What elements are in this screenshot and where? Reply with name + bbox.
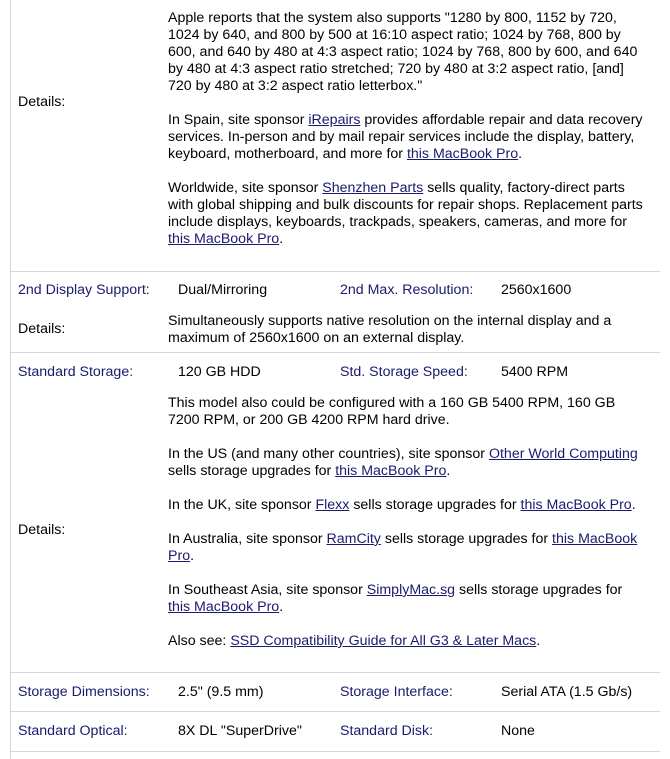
table-left-border	[10, 0, 11, 759]
storage-speed-value: 5400 RPM	[501, 364, 569, 380]
standard-storage-value: 120 GB HDD	[178, 364, 261, 380]
macbook-pro-link[interactable]: this MacBook Pro	[335, 463, 447, 479]
details-label: Details:	[18, 94, 66, 110]
second-max-resolution-value: 2560x1600	[501, 282, 572, 298]
details-paragraph: Apple reports that the system also supports "1280 by 800, 1152 by 720, 1024 by 640, and 800 by 500 at 16:10 aspect ratio; 1024 by 768, 800 by 600, and 640 by 480 at 4:3 aspect ratio; 1024 by 768, 800 by 600, and 640 by 480 at 4:3 aspect ratio stretched; 720 by 480 at 3:2 aspect ratio, [and] 720 by 480 at 3:2 aspect ratio letterbox."	[168, 10, 638, 94]
details-paragraph: In Southeast Asia, site sponsor SimplyMac.sg sells storage upgrades for this MacBook Pro.	[168, 582, 623, 615]
details-paragraph: This model also could be configured with a 160 GB 5400 RPM, 160 GB 7200 RPM, or 200 GB 4200 RPM hard drive.	[168, 395, 616, 428]
storage-dimensions-label: Storage Dimensions:	[18, 684, 150, 700]
second-display-support-label: 2nd Display Support:	[18, 282, 150, 298]
row-separator	[10, 672, 660, 673]
macbook-pro-link[interactable]: this MacBook Pro	[168, 531, 638, 564]
display-details-text	[168, 10, 646, 248]
details-paragraph: Also see: SSD Compatibility Guide for All G3 & Later Macs.	[168, 633, 541, 649]
details-paragraph: Simultaneously supports native resolution on the internal display and a maximum of 2560x1600 on an external display.	[168, 313, 612, 346]
standard-storage-label: Standard Storage:	[18, 364, 134, 380]
details-label: Details:	[18, 522, 66, 538]
storage-speed-label: Std. Storage Speed:	[340, 364, 468, 380]
details-paragraph: In the UK, site sponsor Flexx sells storage upgrades for this MacBook Pro.	[168, 497, 636, 513]
details-paragraph: Worldwide, site sponsor Shenzhen Parts sells quality, factory-direct parts with global shipping and bulk discounts for repair shops. Replacement parts include displays, keyboards, trackpads, speakers, cameras, and more for this MacBook Pro.	[168, 180, 643, 247]
flexx-link[interactable]: Flexx	[315, 497, 350, 513]
second-display-support-value: Dual/Mirroring	[178, 282, 268, 298]
storage-interface-label: Storage Interface:	[340, 684, 453, 700]
row-separator	[10, 271, 660, 272]
details-paragraph: In Australia, site sponsor RamCity sells storage upgrades for this MacBook Pro.	[168, 531, 638, 564]
macbook-pro-link[interactable]: this MacBook Pro	[168, 231, 280, 247]
ssd-compatibility-guide-link[interactable]: SSD Compatibility Guide for All G3 & Later Macs	[230, 633, 537, 649]
details-paragraph: In the US (and many other countries), site sponsor Other World Computing sells storage upgrades for this MacBook Pro.	[168, 446, 638, 479]
macbook-pro-link[interactable]: this MacBook Pro	[168, 599, 280, 615]
row-separator	[10, 711, 660, 712]
macbook-pro-link[interactable]: this MacBook Pro	[520, 497, 632, 513]
second-display-details-text	[168, 313, 646, 347]
standard-optical-label: Standard Optical:	[18, 723, 128, 739]
second-max-resolution-label: 2nd Max. Resolution:	[340, 282, 474, 298]
row-separator	[10, 352, 660, 353]
ramcity-link[interactable]: RamCity	[326, 531, 381, 547]
macbook-pro-link[interactable]: this MacBook Pro	[406, 146, 519, 162]
storage-interface-value: Serial ATA (1.5 Gb/s)	[501, 684, 633, 700]
other-world-computing-link[interactable]: Other World Computing	[488, 446, 638, 462]
details-paragraph: In Spain, site sponsor iRepairs provides affordable repair and data recovery services. In-person and by mail repair services include the display, battery, keyboard, motherboard, and more for this MacBook Pro.	[168, 112, 643, 162]
storage-dimensions-value: 2.5" (9.5 mm)	[178, 684, 264, 700]
standard-disk-value: None	[501, 723, 535, 739]
standard-disk-label: Standard Disk:	[340, 723, 434, 739]
storage-details-text	[168, 395, 646, 650]
standard-optical-value: 8X DL "SuperDrive"	[178, 723, 302, 739]
details-label: Details:	[18, 321, 66, 337]
irepairs-link[interactable]: iRepairs	[308, 112, 361, 128]
row-separator	[10, 751, 660, 752]
shenzhen-parts-link[interactable]: Shenzhen Parts	[322, 180, 424, 196]
simplymac-link[interactable]: SimplyMac.sg	[366, 582, 456, 598]
